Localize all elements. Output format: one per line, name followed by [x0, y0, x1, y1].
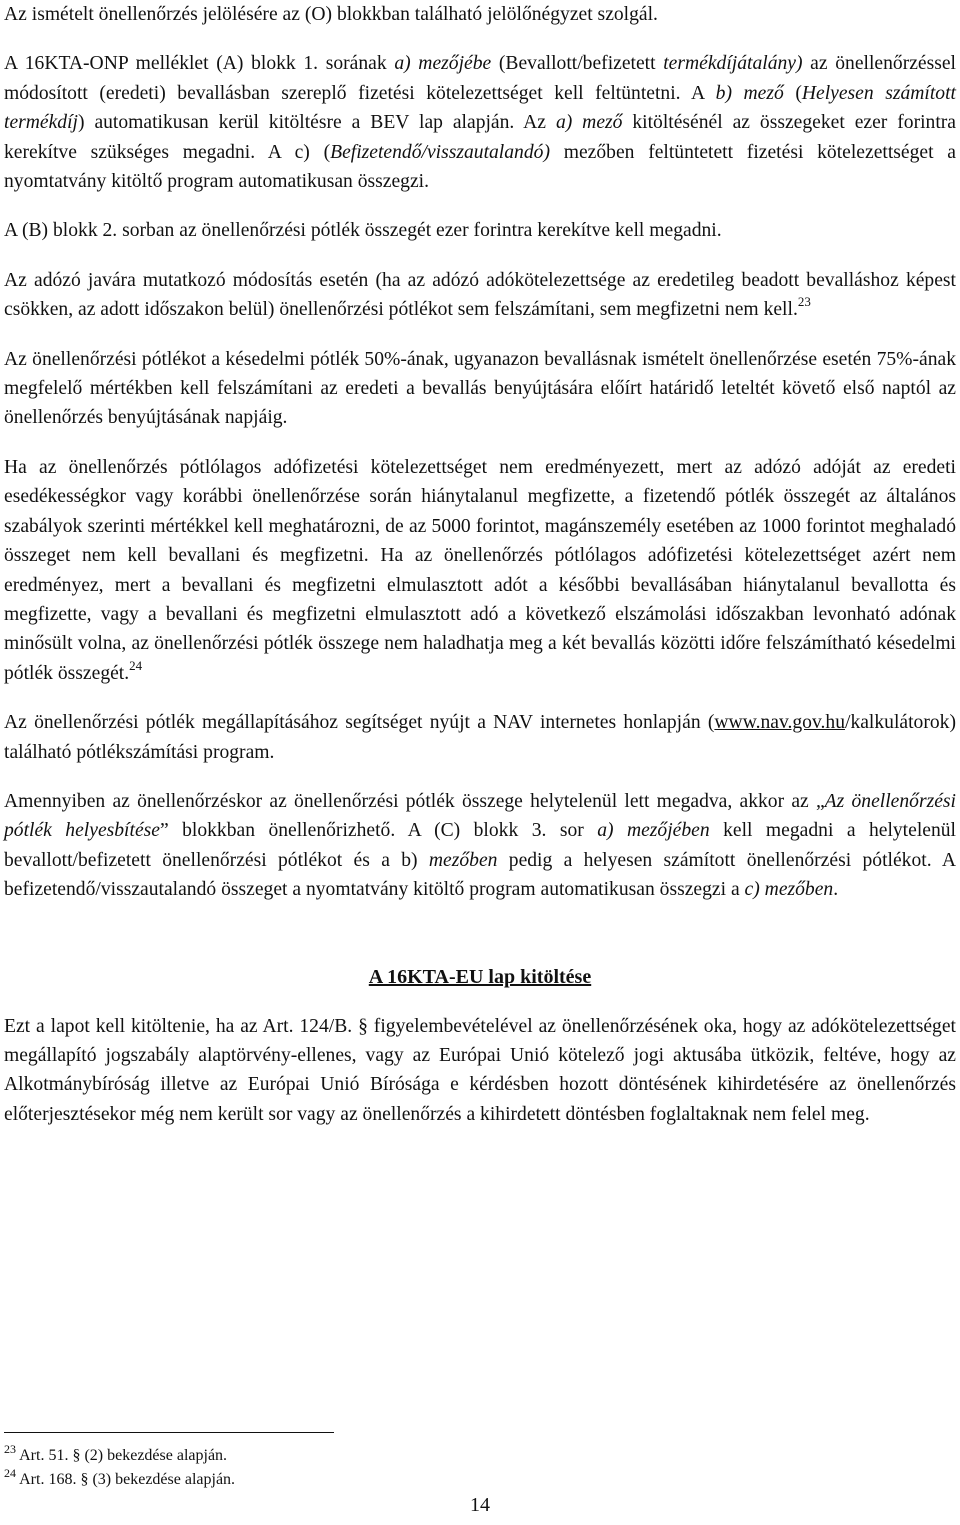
document-page	[4, 0, 956, 1525]
paragraph-nav-calculator: Az önellenőrzési pótlék megállapításához segítséget nyújt a NAV internetes honlapján (www.nav.gov.hu/kalkulátorok) található pótlékszámítási program.	[4, 712, 956, 763]
footnote-divider	[4, 1432, 334, 1433]
paragraph-block-b: A (B) blokk 2. sorban az önellenőrzési pótlék összegét ezer forintra kerekítve kell megadni.	[4, 220, 722, 242]
paragraph-taxpayer-favor: Az adózó javára mutatkozó módosítás esetén (ha az adózó adókötelezettsége az eredetileg beadott bevalláshoz képest csökken, az adott időszakon belül) önellenőrzési pótlékot sem felszámítani, sem megfizetni nem kell.$^{23}$	[4, 269, 956, 321]
page-number: 14	[470, 1494, 490, 1516]
footnote-23: $^{23}$ Art. 51. § (2) bekezdése alapján.	[4, 1442, 228, 1464]
footnote-ref-24: 24	[129, 657, 143, 673]
paragraph-no-additional-payment: Ha az önellenőrzés pótlólagos adófizetési kötelezettséget nem eredményezett, mert az adózó adóját az eredeti esedékességkor vagy korábbi önellenőrzése során hiánytalanul megfizette, a fizetendő pótlék összegét az általános szabályok szerinti mértékkel kell meghatározni, de az 5000 forintot, magánszemély esetében az 1000 forintot meghaladó összeget nem kell bevallani és megfizetni. Ha az önellenőrzés pótlólagos adófizetési kötelezettséget azért nem eredményez, mert a bevallani és megfizetni elmulasztott adót a későbbi bevallásában hiánytalanul bevallotta és megfizette, vagy a bevallani és megfizetni elmulasztott adó a következő elszámolási időszakban levonható adónak minősült volna, az önellenőrzési pótlék összege nem haladhatja meg a két bevallás közötti időre felszámítható késedelmi pótlék összegét.$^{24}$	[4, 456, 956, 684]
paragraph-onp-block-a: A 16KTA-ONP melléklet (A) blokk 1. sorának a) mezőjébe (Bevallott/befizetett termékdíjátalány) az önellenőrzéssel módosított (eredeti) bevallásban szereplő fizetési kötelezettséget kell feltüntetni. A b) mező (Helyesen számított termékdíj) automatikusan kerül kitöltésre a BEV lap alapján. Az a) mező kitöltésénél az összegeket ezer forintra kerekítve szükséges megadni. A c) (Befizetendő/visszautalandó) mezőben feltüntetett fizetési kötelezettséget a nyomtatvány kitöltő program automatikusan összegzi.	[4, 53, 957, 193]
paragraph-surcharge-rate: Az önellenőrzési pótlékot a késedelmi pótlék 50%-ának, ugyanazon bevallásnak ismételt önellenőrzése esetén 75%-ának megfelelő mértékben kell felszámítani az eredeti a bevallás benyújtására előírt határidő leteltét követő első naptól az önellenőrzés benyújtásának napjáig.	[4, 348, 956, 429]
section-heading: A 16KTA-EU lap kitöltése	[368, 965, 592, 988]
paragraph-eu-sheet: Ezt a lapot kell kitöltenie, ha az Art. 124/B. § figyelembevételével az önellenőrzésének oka, hogy az adókötelezettséget megállapító jogszabály alaptörvény-ellenes, vagy az Európai Unió kötelező jogi aktusába ütközik, feltéve, hogy az Alkotmánybíróság illetve az Európai Unió Bírósága e kérdésben hozott döntésének kihirdetésére az önellenőrzés előterjesztésekor még nem került sor vagy az önellenőrzés a kihirdetett döntésben foglaltaknak nem felel meg.	[4, 1015, 956, 1125]
footnote-ref-23: 23	[797, 294, 811, 310]
footnotes	[4, 1444, 235, 1492]
footnote-24: $^{24}$ Art. 168. § (3) bekezdése alapján.	[4, 1466, 236, 1488]
paragraph-repeat-selfcheck: Az ismételt önellenőrzés jelölésére az (O) blokkban található jelölőnégyzet szolgál.	[4, 4, 658, 25]
paragraph-surcharge-correction: Amennyiben az önellenőrzéskor az önellenőrzési pótlék összege helytelenül lett megadva, akkor az „Az önellenőrzési pótlék helyesbítése” blokkban önellenőrizhető. A (C) blokk 3. sor a) mezőjében kell megadni a helytelenül bevallott/befizetett önellenőrzési pótlékot és a b) mezőben pedig a helyesen számított önellenőrzési pótlékot. A befizetendő/visszautalandó összeget a nyomtatvány kitöltő program automatikusan összegzi a c) mezőben.	[4, 790, 957, 901]
nav-website-link[interactable]: www.nav.gov.hu	[714, 712, 845, 734]
